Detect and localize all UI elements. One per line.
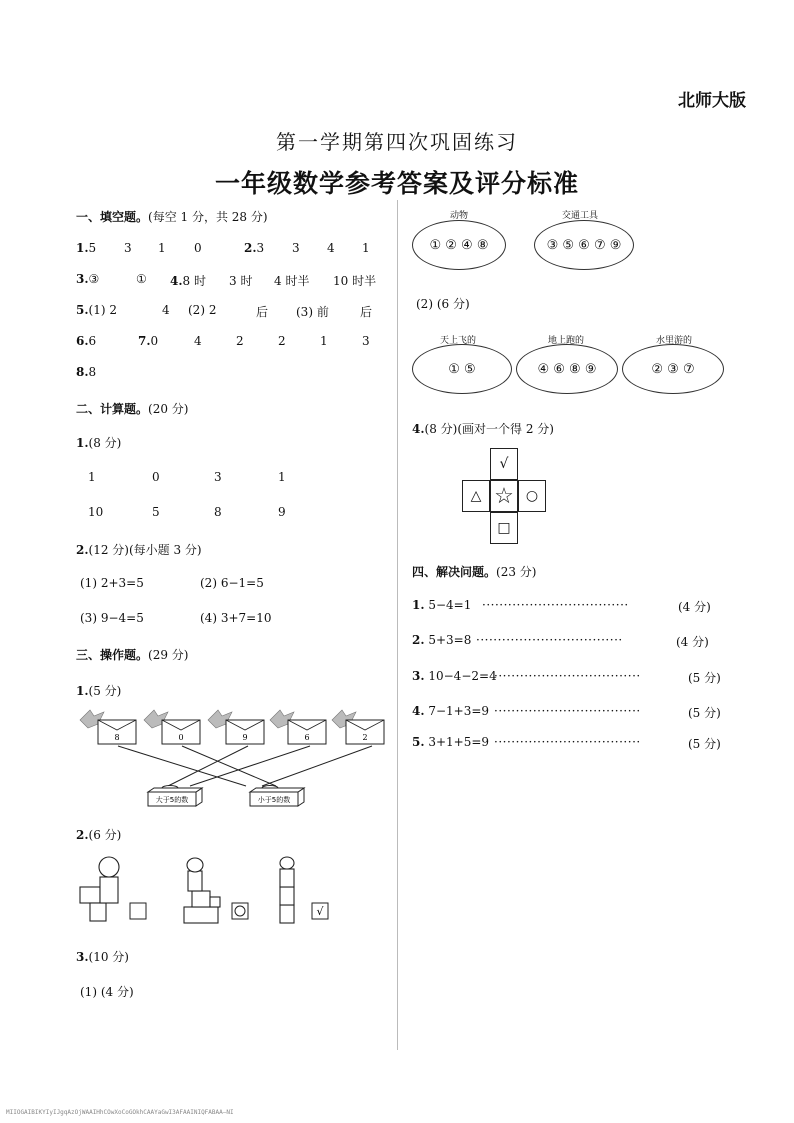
leader-dots: ·································· xyxy=(494,735,641,749)
net-bottom-cell: □ xyxy=(490,512,518,544)
group-label: 地上跑的 xyxy=(548,336,585,346)
group-ellipse: ② ③ ⑦ xyxy=(622,344,724,394)
answer: (2) 2 xyxy=(188,303,217,317)
points: (5 分) xyxy=(688,737,721,751)
answer-row-4: 6.6 xyxy=(76,334,97,348)
envelope-matching-figure xyxy=(76,706,386,816)
answer: 3 xyxy=(124,241,132,255)
net-center-cell: ☆ xyxy=(490,480,518,512)
leader-dots: ·································· xyxy=(476,633,623,647)
answer-row-2: 3.③ xyxy=(76,272,100,286)
group-label: 水里游的 xyxy=(656,336,693,346)
answer: 4.8 时 xyxy=(170,274,206,288)
section3-q1-label: 1.(5 分) xyxy=(76,684,122,698)
answer: 4 时半 xyxy=(274,274,310,288)
section2-heading: 二、计算题。(20 分) xyxy=(76,402,189,416)
answer: 1 xyxy=(158,241,166,255)
answer: 2 xyxy=(236,334,244,348)
envelope-number: 6 xyxy=(304,733,310,742)
answer: 1 xyxy=(278,470,286,484)
group-ellipse: ③ ⑤ ⑥ ⑦ ⑨ xyxy=(534,220,634,270)
page-subtitle: 一年级数学参考答案及评分标准 xyxy=(214,169,579,198)
points: (4 分) xyxy=(678,600,711,614)
answer: 后 xyxy=(360,305,373,319)
leader-dots: ·································· xyxy=(494,704,641,718)
answer: (2) 6−1=5 xyxy=(200,576,264,590)
footer-code: MIIOGAIBIKYIyIJgqAzOjWAAIHhCOwXoCoGOkhCAAYaGwI3AFAAINIQFABAA–NI xyxy=(6,1109,234,1116)
answer: (4) 3+7=10 xyxy=(200,611,272,625)
answer: 3 时 xyxy=(229,274,253,288)
envelope-number: 2 xyxy=(362,733,368,742)
section3-q2-label: 2.(6 分) xyxy=(76,828,122,842)
answer-row-5: 8.8 xyxy=(76,365,97,379)
points: (5 分) xyxy=(688,706,721,720)
solution-row-3: 3. 10−4−2=4 xyxy=(412,669,497,683)
answer: 3 xyxy=(292,241,300,255)
section3-heading: 三、操作题。(29 分) xyxy=(76,648,189,662)
solution-row-5: 5. 3+1+5=9 xyxy=(412,735,490,749)
answer: 3 xyxy=(362,334,370,348)
section2-q2-label: 2.(12 分)(每小题 3 分) xyxy=(76,543,202,557)
solution-row-2: 2. 5+3=8 xyxy=(412,633,472,647)
envelope-number: 8 xyxy=(114,733,120,742)
group-label: 动物 xyxy=(450,211,469,221)
points: (4 分) xyxy=(676,635,709,649)
page-title: 第一学期第四次巩固练习 xyxy=(276,130,518,154)
answer: 1 xyxy=(320,334,328,348)
answer: 5 xyxy=(152,505,160,519)
answer-row-3: 5.(1) 2 xyxy=(76,303,117,317)
answer: 8 xyxy=(214,505,222,519)
section1-heading: 一、填空题。(每空 1 分，共 28 分) xyxy=(76,210,268,224)
group-label: 天上飞的 xyxy=(440,336,477,346)
answer: 1 xyxy=(362,241,370,255)
section3-q3-sub1: (1) (4 分) xyxy=(80,985,134,999)
answer: (3) 9−4=5 xyxy=(80,611,144,625)
answer: (3) 前 xyxy=(296,305,329,319)
answer: 后 xyxy=(256,305,269,319)
section4-heading: 四、解决问题。(23 分) xyxy=(412,565,537,579)
answer-check: √ xyxy=(316,905,324,918)
answer: 4 xyxy=(327,241,335,255)
answer: 7.0 xyxy=(138,334,159,348)
envelope-number: 0 xyxy=(178,733,184,742)
answer: 4 xyxy=(194,334,202,348)
mailbox-label: 小于5的数 xyxy=(257,796,291,804)
solution-row-1: 1. 5−4=1 xyxy=(412,598,472,612)
answer: 10 时半 xyxy=(333,274,377,288)
group-ellipse: ① ② ④ ⑧ xyxy=(412,220,506,270)
answer: (1) 2+3=5 xyxy=(80,576,144,590)
net-left-cell: △ xyxy=(462,480,490,512)
answer: ① xyxy=(136,272,147,286)
solid-shapes-figure xyxy=(76,855,346,930)
edition-label: 北师大版 xyxy=(678,91,746,111)
section3-q3-sub2: (2) (6 分) xyxy=(416,297,470,311)
answer: 2 xyxy=(278,334,286,348)
group-label: 交通工具 xyxy=(562,211,599,221)
points: (5 分) xyxy=(688,671,721,685)
answer: 4 xyxy=(162,303,170,317)
leader-dots: ·································· xyxy=(494,669,641,683)
answer: 9 xyxy=(278,505,286,519)
envelope-number: 9 xyxy=(242,733,248,742)
answer: 0 xyxy=(152,470,160,484)
answer: 0 xyxy=(194,241,202,255)
answer: 2.3 xyxy=(244,241,265,255)
leader-dots: ·································· xyxy=(482,598,629,612)
group-ellipse: ① ⑤ xyxy=(412,344,512,394)
answer: 1 xyxy=(88,470,96,484)
group-ellipse: ④ ⑥ ⑧ ⑨ xyxy=(516,344,618,394)
section3-q4-label: 4.(8 分)(画对一个得 2 分) xyxy=(412,422,554,436)
solution-row-4: 4. 7−1+3=9 xyxy=(412,704,490,718)
section2-q1-label: 1.(8 分) xyxy=(76,436,122,450)
section3-q3-label: 3.(10 分) xyxy=(76,950,129,964)
answer: 10 xyxy=(88,505,104,519)
net-top-cell: √ xyxy=(490,448,518,480)
column-divider xyxy=(397,200,398,1050)
answer: 3 xyxy=(214,470,222,484)
answer-row-1: 1.5 xyxy=(76,241,97,255)
net-right-cell: ○ xyxy=(518,480,546,512)
mailbox-label: 大于5的数 xyxy=(155,796,189,804)
